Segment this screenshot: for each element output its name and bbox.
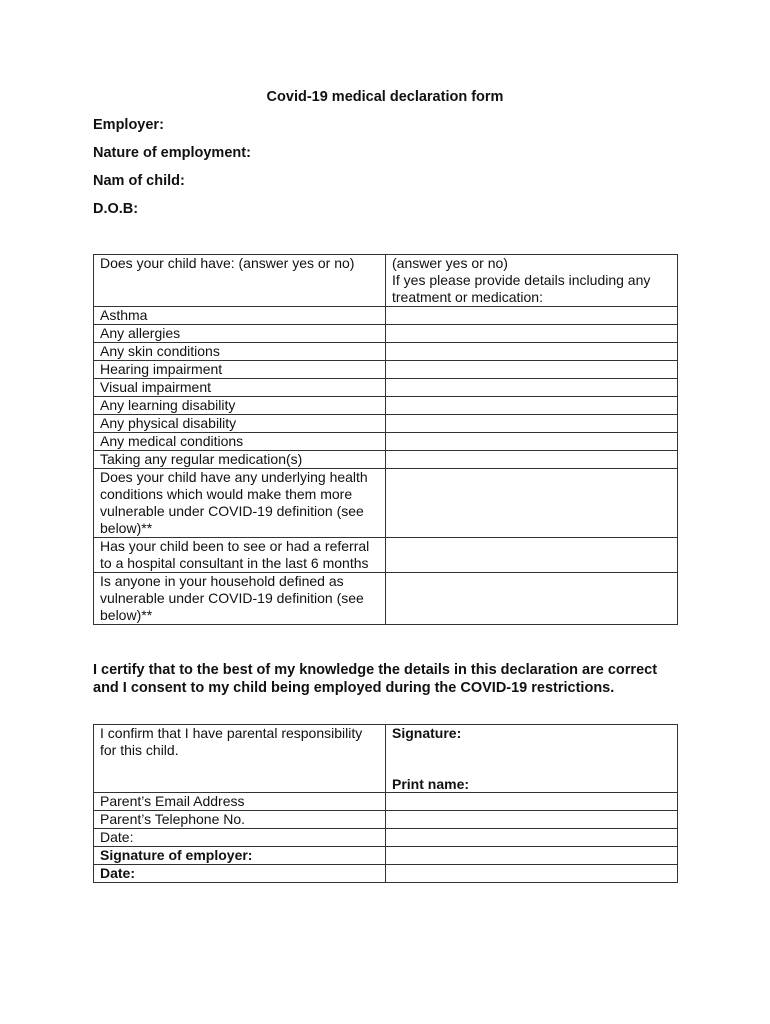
health-answer-underlying[interactable] (386, 469, 678, 538)
child-name-label: Nam of child: (93, 173, 185, 189)
health-header-answer-line2: If yes please provide details including any treatment or medication: (392, 272, 651, 305)
parent-telephone-label: Parent’s Telephone No. (94, 811, 386, 829)
health-question-hearing: Hearing impairment (94, 361, 386, 379)
health-answer-allergies[interactable] (386, 325, 678, 343)
health-answer-physical[interactable] (386, 415, 678, 433)
health-answer-medical[interactable] (386, 433, 678, 451)
parental-confirm-text: I confirm that I have parental responsibility for this child. (94, 725, 386, 793)
health-answer-hearing[interactable] (386, 361, 678, 379)
health-question-asthma: Asthma (94, 307, 386, 325)
signature-label: Signature: (392, 725, 462, 741)
health-question-medication: Taking any regular medication(s) (94, 451, 386, 469)
health-question-medical: Any medical conditions (94, 433, 386, 451)
health-questions-table (93, 254, 678, 625)
date-label: Date: (94, 829, 386, 847)
health-question-allergies: Any allergies (94, 325, 386, 343)
health-question-underlying: Does your child have any underlying health conditions which would make them more vulnerable under COVID-19 definition (see below)** (94, 469, 386, 538)
form-title: Covid-19 medical declaration form (266, 89, 504, 105)
employer-signature-label: Signature of employer: (94, 847, 386, 865)
health-question-household: Is anyone in your household defined as vulnerable under COVID-19 definition (see below)** (94, 573, 386, 625)
health-answer-skin[interactable] (386, 343, 678, 361)
health-answer-medication[interactable] (386, 451, 678, 469)
nature-of-employment-label: Nature of employment: (93, 145, 251, 161)
health-answer-asthma[interactable] (386, 307, 678, 325)
health-question-physical: Any physical disability (94, 415, 386, 433)
signature-cell[interactable] (386, 725, 678, 793)
health-answer-household[interactable] (386, 573, 678, 625)
print-name-label: Print name: (392, 776, 470, 792)
health-question-skin: Any skin conditions (94, 343, 386, 361)
date-field[interactable] (386, 829, 678, 847)
employer-signature-field[interactable] (386, 847, 678, 865)
employer-date-label: Date: (94, 865, 386, 883)
health-question-learning: Any learning disability (94, 397, 386, 415)
employer-date-field[interactable] (386, 865, 678, 883)
health-answer-consultant[interactable] (386, 538, 678, 573)
parent-email-label: Parent’s Email Address (94, 793, 386, 811)
employer-label: Employer: (93, 117, 164, 133)
parent-email-field[interactable] (386, 793, 678, 811)
health-header-answer (386, 255, 678, 307)
consent-table (93, 724, 678, 883)
health-header-question: Does your child have: (answer yes or no) (94, 255, 386, 307)
certification-statement: I certify that to the best of my knowledge the details in this declaration are correct and I consent to my child being employed during the COVID-19 restrictions. (93, 662, 658, 696)
health-header-answer-line1: (answer yes or no) (392, 255, 508, 271)
dob-label: D.O.B: (93, 201, 139, 217)
health-answer-visual[interactable] (386, 379, 678, 397)
health-answer-learning[interactable] (386, 397, 678, 415)
health-question-visual: Visual impairment (94, 379, 386, 397)
health-question-consultant: Has your child been to see or had a referral to a hospital consultant in the last 6 months (94, 538, 386, 573)
parent-telephone-field[interactable] (386, 811, 678, 829)
